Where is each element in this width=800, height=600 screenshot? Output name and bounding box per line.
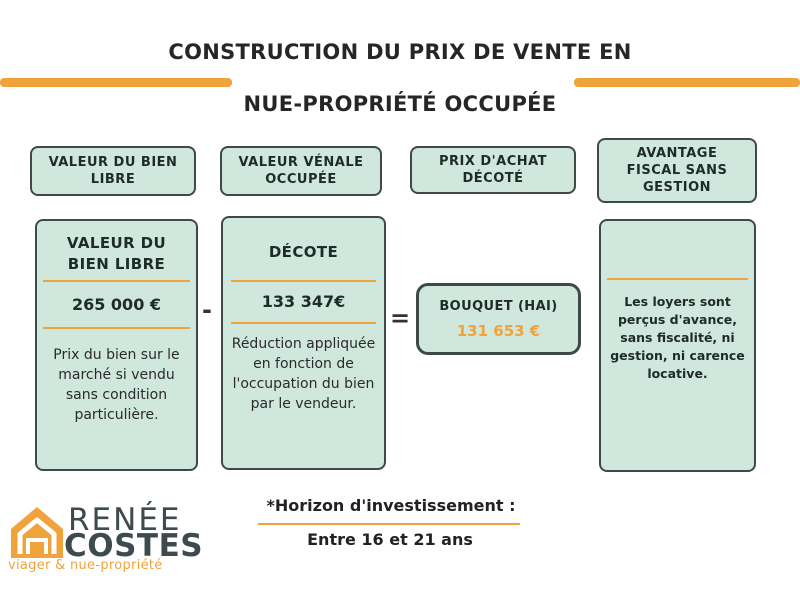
- title-line-1: CONSTRUCTION DU PRIX DE VENTE EN: [168, 40, 632, 64]
- card-divider: [607, 278, 748, 280]
- card-bouquet: [416, 283, 581, 355]
- house-logo-icon: [8, 504, 66, 560]
- card-description: Réduction appliquée en fonction de l'occupation du bien par le vendeur.: [231, 336, 376, 412]
- card-description: Prix du bien sur le marché si vendu sans condition particulière.: [53, 347, 180, 423]
- brand-logo: [6, 500, 206, 580]
- card-title: BOUQUET (HAI): [439, 299, 558, 314]
- card-divider: [43, 280, 190, 282]
- logo-name-line-1: RENÉE: [68, 502, 182, 538]
- card-amount: 133 347€: [261, 292, 346, 311]
- card-avantage-fiscal: [599, 219, 756, 472]
- header-valeur-venale-occupee: [220, 146, 382, 196]
- title-accent-bar-left: [0, 78, 232, 87]
- title-line-2: NUE-PROPRIÉTÉ OCCUPÉE: [243, 92, 557, 116]
- header-label: PRIX D'ACHAT DÉCOTÉ: [438, 154, 548, 186]
- minus-operator: -: [202, 296, 212, 324]
- header-valeur-bien-libre: [30, 146, 196, 196]
- horizon-value: Entre 16 et 21 ans: [307, 530, 473, 549]
- card-amount: 265 000 €: [71, 295, 162, 314]
- card-decote: [221, 216, 386, 470]
- logo-name-line-2: COSTES: [64, 528, 204, 564]
- header-label: VALEUR DU BIEN LIBRE: [48, 155, 178, 187]
- header-label: AVANTAGE FISCAL SANS GESTION: [626, 146, 728, 195]
- horizon-label: *Horizon d'investissement :: [266, 496, 516, 515]
- card-divider: [231, 280, 376, 282]
- header-label: VALEUR VÉNALE OCCUPÉE: [238, 155, 364, 187]
- horizon-divider: [258, 523, 520, 525]
- equals-operator: =: [390, 304, 411, 332]
- header-avantage-fiscal: [597, 138, 757, 203]
- card-amount: 131 653 €: [456, 322, 541, 340]
- card-valeur-bien-libre: [35, 219, 198, 471]
- card-title: VALEUR DU BIEN LIBRE: [66, 234, 167, 273]
- card-divider: [231, 322, 376, 324]
- card-description: Les loyers sont perçus d'avance, sans fiscalité, ni gestion, ni carence locative.: [610, 294, 745, 381]
- header-prix-achat-decote: [410, 146, 576, 194]
- title-accent-bar-right: [574, 78, 800, 87]
- card-title: DÉCOTE: [268, 243, 339, 261]
- logo-tagline: viager & nue-propriété: [8, 558, 163, 573]
- card-divider: [43, 327, 190, 329]
